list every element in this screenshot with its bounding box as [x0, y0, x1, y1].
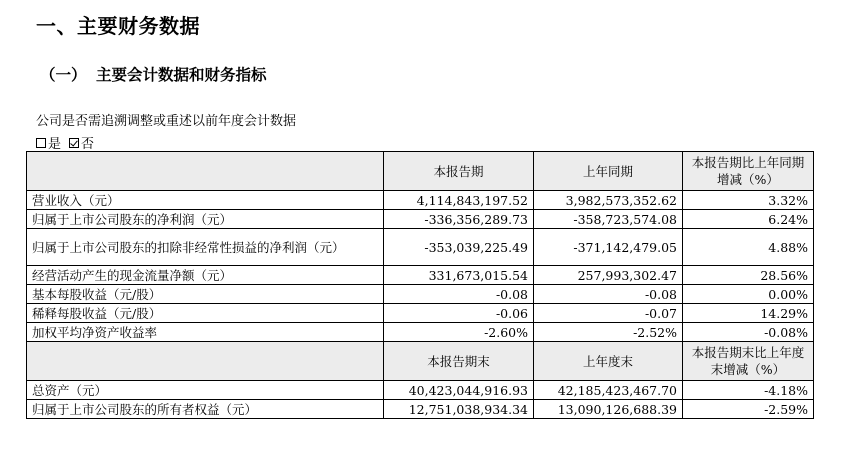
header-cell-change: 本报告期比上年同期增减（%）: [683, 152, 814, 191]
option-no-label: 否: [81, 137, 95, 152]
section-heading: 一、主要财务数据: [36, 14, 200, 38]
restatement-options: [36, 133, 102, 152]
table-row: [27, 323, 814, 342]
row-change: 28.56%: [683, 266, 814, 285]
row-change: 4.88%: [683, 229, 814, 266]
header-cell-prior-period: 上年同期: [534, 152, 683, 191]
option-yes[interactable]: [36, 133, 61, 152]
header-cell-change: 本报告期末比上年度末增减（%）: [683, 342, 814, 381]
row-prior: -0.08: [534, 285, 683, 304]
table-row: [27, 400, 814, 419]
financial-data-table: [26, 151, 814, 419]
table-row: [27, 266, 814, 285]
header-cell-period-end: 本报告期末: [384, 342, 534, 381]
row-current: 4,114,843,197.52: [384, 191, 534, 210]
row-label: 基本每股收益（元/股）: [27, 285, 384, 304]
subsection-heading: [40, 63, 267, 85]
row-change: -2.59%: [683, 400, 814, 419]
row-prior: 42,185,423,467.70: [534, 381, 683, 400]
row-current: 12,751,038,934.34: [384, 400, 534, 419]
row-prior: -2.52%: [534, 323, 683, 342]
row-prior: -371,142,479.05: [534, 229, 683, 266]
table-row: [27, 285, 814, 304]
table-row: [27, 229, 814, 266]
row-prior: 257,993,302.47: [534, 266, 683, 285]
row-current: -2.60%: [384, 323, 534, 342]
row-label: 归属于上市公司股东的扣除非经常性损益的净利润（元）: [27, 229, 384, 266]
row-label: 归属于上市公司股东的净利润（元）: [27, 210, 384, 229]
table-header-row: [27, 342, 814, 381]
header-cell-item: [27, 152, 384, 191]
row-change: 6.24%: [683, 210, 814, 229]
checkbox-checked-icon[interactable]: [69, 138, 79, 148]
row-prior: 13,090,126,688.39: [534, 400, 683, 419]
row-change: -0.08%: [683, 323, 814, 342]
table-row: [27, 210, 814, 229]
row-prior: -0.07: [534, 304, 683, 323]
row-change: 3.32%: [683, 191, 814, 210]
row-label: 营业收入（元）: [27, 191, 384, 210]
row-current: -0.08: [384, 285, 534, 304]
table-header-row: [27, 152, 814, 191]
row-current: -336,356,289.73: [384, 210, 534, 229]
row-label: 加权平均净资产收益率: [27, 323, 384, 342]
row-change: -4.18%: [683, 381, 814, 400]
row-prior: -358,723,574.08: [534, 210, 683, 229]
row-label: 经营活动产生的现金流量净额（元）: [27, 266, 384, 285]
header-cell-current-period: 本报告期: [384, 152, 534, 191]
checkbox-unchecked-icon[interactable]: [36, 138, 46, 148]
header-cell-prior-year-end: 上年度末: [534, 342, 683, 381]
row-current: 331,673,015.54: [384, 266, 534, 285]
option-no[interactable]: [69, 133, 94, 152]
row-prior: 3,982,573,352.62: [534, 191, 683, 210]
option-yes-label: 是: [48, 137, 62, 152]
table-row: [27, 304, 814, 323]
row-current: 40,423,044,916.93: [384, 381, 534, 400]
table-row: [27, 381, 814, 400]
header-cell-item: [27, 342, 384, 381]
row-label: 总资产（元）: [27, 381, 384, 400]
row-current: -353,039,225.49: [384, 229, 534, 266]
row-current: -0.06: [384, 304, 534, 323]
row-change: 0.00%: [683, 285, 814, 304]
restatement-question: 公司是否需追溯调整或重述以前年度会计数据: [36, 114, 297, 129]
row-label: 稀释每股收益（元/股）: [27, 304, 384, 323]
subsection-number: （一）: [40, 66, 87, 84]
row-label: 归属于上市公司股东的所有者权益（元）: [27, 400, 384, 419]
subsection-title: 主要会计数据和财务指标: [96, 66, 267, 84]
table-row: [27, 191, 814, 210]
row-change: 14.29%: [683, 304, 814, 323]
